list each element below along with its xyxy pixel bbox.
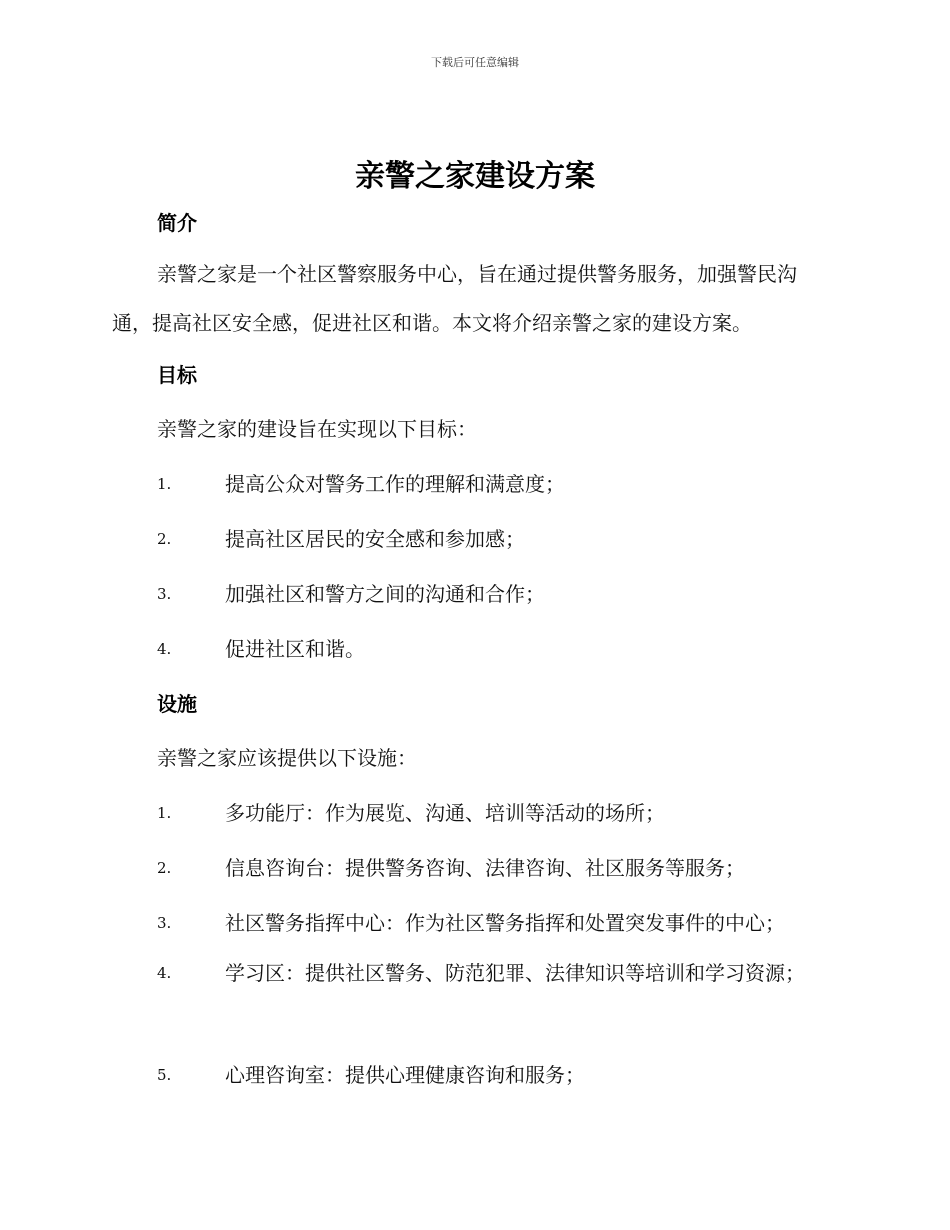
list-text: 提高公众对警务工作的理解和满意度；	[225, 472, 565, 496]
list-number: 3.	[157, 585, 172, 603]
list-text: 提高社区居民的安全感和参加感；	[225, 527, 525, 551]
list-number: 1.	[157, 804, 172, 822]
facilities-lead: 亲警之家应该提供以下设施：	[157, 746, 417, 770]
list-number: 4.	[157, 964, 172, 982]
list-item	[157, 907, 785, 936]
section-heading-goals: 目标	[157, 363, 197, 387]
list-item	[157, 797, 665, 826]
list-text: 加强社区和警方之间的沟通和合作；	[225, 582, 545, 606]
document-title: 亲警之家建设方案	[355, 159, 595, 194]
list-number: 2.	[157, 859, 172, 877]
list-item	[112, 950, 832, 996]
list-text: 心理咨询室：提供心理健康咨询和服务；	[225, 1063, 585, 1087]
list-text: 社区警务指挥中心：作为社区警务指挥和处置突发事件的中心；	[225, 911, 785, 935]
list-number: 5.	[157, 1066, 172, 1084]
list-number: 4.	[157, 640, 172, 658]
section-heading-intro: 简介	[157, 211, 197, 235]
list-text: 信息咨询台：提供警务咨询、法律咨询、社区服务等服务；	[225, 856, 745, 880]
list-item	[157, 468, 565, 497]
list-item	[157, 1059, 585, 1088]
list-number: 3.	[157, 914, 172, 932]
list-item	[157, 633, 365, 662]
intro-paragraph: 亲警之家是一个社区警察服务中心，旨在通过提供警务服务，加强警民沟通，提高社区安全感，促进社区和谐。本文将介绍亲警之家的建设方案。	[112, 262, 797, 335]
section-heading-facilities: 设施	[157, 692, 197, 716]
list-text: 多功能厅：作为展览、沟通、培训等活动的场所；	[225, 801, 665, 825]
list-item	[157, 852, 745, 881]
list-item	[157, 578, 545, 607]
goals-lead: 亲警之家的建设旨在实现以下目标：	[157, 417, 477, 441]
list-number: 2.	[157, 530, 172, 548]
list-item	[157, 523, 525, 552]
list-number: 1.	[157, 475, 172, 493]
page-header-note: 下载后可任意编辑	[431, 56, 519, 69]
list-text: 促进社区和谐。	[225, 637, 365, 661]
list-text: 学习区：提供社区警务、防范犯罪、法律知识等培训和学习资源；	[225, 961, 805, 985]
